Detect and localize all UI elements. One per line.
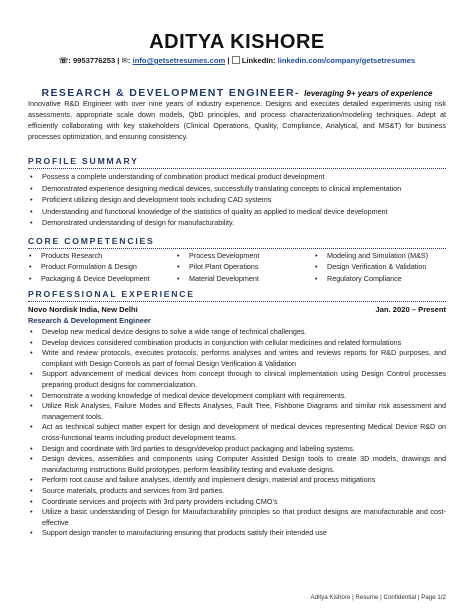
job-title: Research & Development Engineer [28, 316, 151, 325]
list-item: • Design and coordinate with 3rd parties to design/develop product packaging and labeling systems. [28, 444, 446, 455]
competency-item: • Product Formulation & Design [28, 261, 150, 272]
list-item: • Possess a complete understanding of combination product medical product development [28, 171, 446, 183]
competency-item: • Process Development [176, 250, 259, 261]
list-item: • Demonstrated understanding of design for manufacturability. [28, 217, 446, 229]
section-divider [28, 301, 446, 302]
list-item: • Understanding and functional knowledge of the statistics of quality as applied to medical device development [28, 206, 446, 218]
contact-line: ☏: 9953776253 | ✉: info@getsetresumes.com | LinkedIn: linkedin.com/company/getsetresumes [58, 56, 416, 65]
list-item: • Demonstrated experience designing medical devices, successfully translating concepts to clinical implementation [28, 183, 446, 195]
candidate-name: ADITYA KISHORE [149, 31, 325, 53]
contact-separator: | [225, 56, 230, 65]
list-item: • Develop new medical device designs to solve a wide range of technical challenges. [28, 327, 446, 338]
envelope-icon: ✉ [121, 56, 128, 65]
competency-item: • Pilot Plant Operations [176, 261, 259, 272]
competency-item: • Material Development [176, 273, 259, 284]
list-item: • Develop devices considered combination products in conjunction with cellular medicines and related formulations [28, 338, 446, 349]
section-title-experience: PROFESSIONAL EXPERIENCE [28, 289, 195, 299]
linkedin-label: LinkedIn: [241, 56, 276, 65]
headline-dash: - [294, 87, 305, 99]
experience-list [28, 327, 446, 539]
list-item: • Coordinate services and projects with 3rd party providers including CMO’s [28, 497, 446, 508]
competency-column-3 [314, 250, 428, 284]
phone-number: ☏: 9953776253 | [58, 56, 120, 65]
job-dates: Jan. 2020 – Present [375, 305, 446, 314]
section-divider [28, 168, 446, 169]
list-item: • Support advancement of medical devices from concept through to clinical implementation using Design Control processes preparing product designs for commercialization. [28, 369, 446, 390]
summary-paragraph: Innovative R&D Engineer with over nine years of industry experience. Designs and executes detailed experiments using risk assessments, appropriate scale down models, QbD principles, and process characterization/modeling techniques. Adept at efficiently collaborating with key stakeholders (Clinical Operations, Quality, Compliance, Analytical, and MS&T) for business processes optimization, and ensuring consistency. [28, 99, 446, 141]
competency-item: • Design Verification & Validation [314, 261, 428, 272]
section-title-competencies: CORE COMPETENCIES [28, 236, 155, 246]
list-item: • Proficient utilizing design and development tools including CAD systems [28, 194, 446, 206]
list-item: • Utilize Risk Analyses, Failure Modes and Effects Analyses, Fault Tree, Fishbone Diagrams and similar risk assessment and management tools. [28, 401, 446, 422]
list-item: • Utilize a basic understanding of Design for Manufacturability principles so that product designs are manufacturable and cost-effective [28, 507, 446, 528]
list-item: • Source materials, products and services from 3rd parties. [28, 486, 446, 497]
company-name: Novo Nordisk India, New Delhi [28, 305, 138, 314]
page-footer: Aditya Kishore | Resume | Confidential | Page 1/2 [310, 594, 446, 601]
competency-item: • Modeling and Simulation (M&S) [314, 250, 428, 261]
linkedin-icon [232, 56, 240, 64]
job-header [28, 305, 446, 314]
competency-item: • Products Research [28, 250, 150, 261]
linkedin-link[interactable]: linkedin.com/company/getsetresumes [277, 56, 416, 65]
list-item: • Demonstrate a working knowledge of medical device development compliant with requirements. [28, 391, 446, 402]
list-item: • Perform root cause and failure analyses, identify and implement design, material and process mitigations [28, 475, 446, 486]
list-item: • Write and review protocols, executes protocols, performs analyses and writes and reviews reports for R&D purposes, and compliant with Design Controls as part of formal Design Verification & Validation [28, 348, 446, 369]
list-item: • Act as technical subject matter expert for design and development of medical devices representing Medical Device R&D on cross-functional teams including product development teams. [28, 422, 446, 443]
competency-column-1 [28, 250, 150, 284]
list-item: • Support design transfer to manufacturing ensuring that products satisfy their intended use [28, 528, 446, 539]
headline-experience: leveraging 9+ years of experience [304, 89, 433, 98]
headline-role: RESEARCH & DEVELOPMENT ENGINEER [41, 87, 295, 99]
email-link[interactable]: info@getsetresumes.com [132, 56, 226, 65]
competency-column-2 [176, 250, 259, 284]
competency-item: • Packaging & Device Development [28, 273, 150, 284]
profile-list [28, 171, 446, 229]
section-title-profile: PROFILE SUMMARY [28, 156, 139, 166]
competency-item: • Regulatory Compliance [314, 273, 428, 284]
section-divider [28, 248, 446, 249]
list-item: • Design devices, assemblies and components using Computer Assisted Design tools to create 3D models, drawings and manufacturing instructions Build prototypes, perform feasibility testing and evaluate designs. [28, 454, 446, 475]
